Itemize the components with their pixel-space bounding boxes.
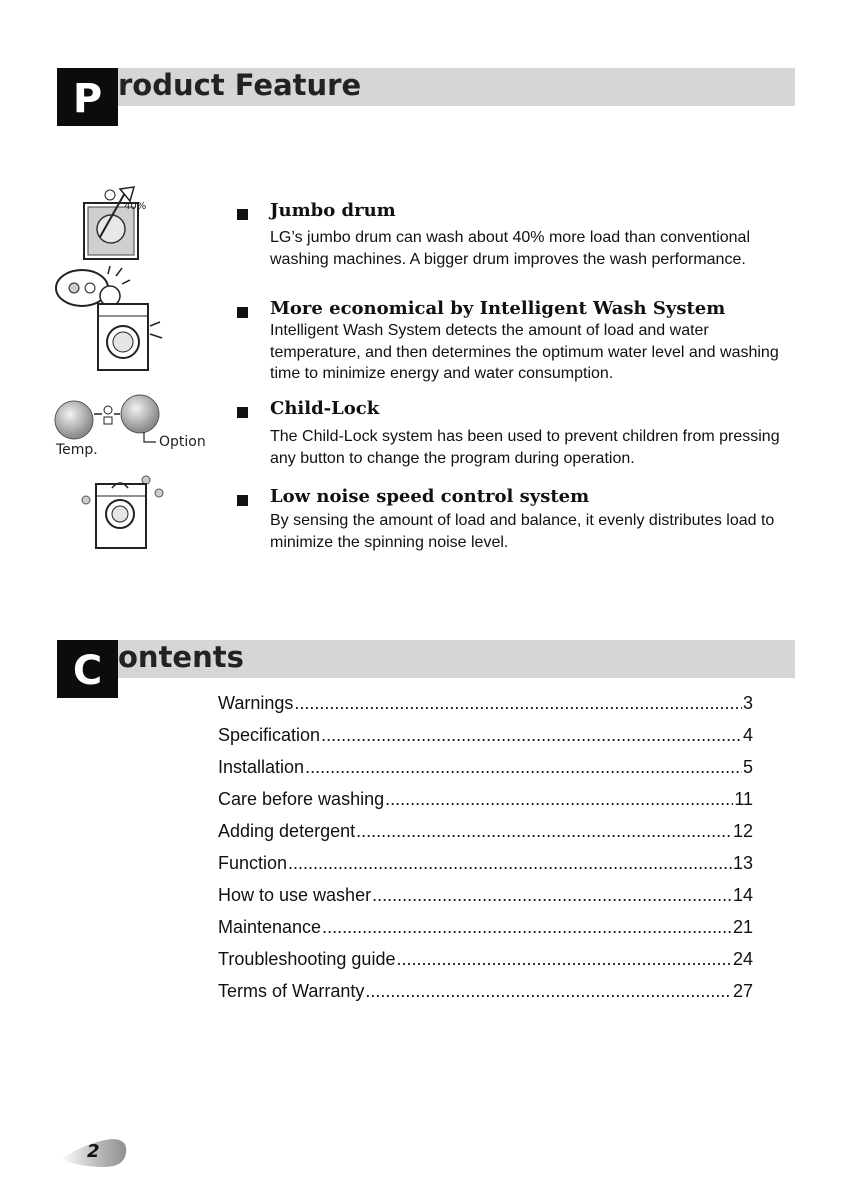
toc-label: Adding detergent xyxy=(218,821,356,841)
toc-entry-care-before-washing[interactable] xyxy=(218,789,753,821)
toc-entry-warnings[interactable] xyxy=(218,693,753,725)
feature-desc: By sensing the amount of load and balance, it evenly distributes load to minimize the spinning noise level. xyxy=(270,512,775,551)
contents-title: ontents xyxy=(118,640,244,674)
product-feature-initial: P xyxy=(57,68,118,126)
toc-page: 13 xyxy=(732,853,753,873)
toc-entry-how-to-use-washer[interactable] xyxy=(218,885,753,917)
feature-title: Child-Lock xyxy=(270,398,380,419)
toc-entry-specification[interactable] xyxy=(218,725,753,757)
toc-leader xyxy=(294,693,742,714)
jumbo-drum-icon xyxy=(78,185,158,263)
toc-label: Troubleshooting guide xyxy=(218,949,396,969)
toc-leader xyxy=(396,949,732,970)
toc-leader xyxy=(372,885,732,906)
bullet-square xyxy=(237,307,248,318)
toc-page: 12 xyxy=(732,821,753,841)
product-feature-title: roduct Feature xyxy=(118,68,362,102)
bullet-square xyxy=(237,209,248,220)
toc-page: 24 xyxy=(732,949,753,969)
jumbo-drum-icon-label: 40% xyxy=(124,201,147,212)
toc-page: 27 xyxy=(732,981,753,1001)
temp-label: Temp. xyxy=(56,442,98,458)
toc-label: Warnings xyxy=(218,693,294,713)
toc-entry-installation[interactable] xyxy=(218,757,753,789)
feature-title: Jumbo drum xyxy=(270,200,396,221)
table-of-contents xyxy=(218,693,753,1013)
toc-label: Installation xyxy=(218,757,305,777)
toc-leader xyxy=(356,821,732,842)
toc-label: Function xyxy=(218,853,288,873)
feature-desc: LG’s jumbo drum can wash about 40% more load than conventional washing machines. A bigger drum improves the wash performance. xyxy=(270,229,750,268)
toc-leader xyxy=(322,917,732,938)
toc-label: Specification xyxy=(218,725,321,745)
toc-leader xyxy=(385,789,733,810)
toc-entry-troubleshooting-guide[interactable] xyxy=(218,949,753,981)
toc-page: 5 xyxy=(742,757,753,777)
contents-initial: C xyxy=(57,640,118,698)
feature-title: More economical by Intelligent Wash System xyxy=(270,298,726,319)
feature-desc: The Child-Lock system has been used to prevent children from pressing any button to change the program during operation. xyxy=(270,428,780,467)
bullet-square xyxy=(237,495,248,506)
toc-page: 11 xyxy=(734,789,753,809)
intelligent-wash-icon xyxy=(50,266,170,378)
toc-label: Terms of Warranty xyxy=(218,981,365,1001)
toc-leader xyxy=(305,757,742,778)
toc-page: 4 xyxy=(742,725,753,745)
feature-title: Low noise speed control system xyxy=(270,486,590,507)
toc-entry-maintenance[interactable] xyxy=(218,917,753,949)
toc-page: 3 xyxy=(742,693,753,713)
toc-leader xyxy=(288,853,732,874)
toc-label: How to use washer xyxy=(218,885,372,905)
toc-entry-function[interactable] xyxy=(218,853,753,885)
toc-leader xyxy=(365,981,732,1002)
toc-entry-terms-of-warranty[interactable] xyxy=(218,981,753,1013)
option-label: Option xyxy=(159,434,206,450)
toc-label: Care before washing xyxy=(218,789,385,809)
low-noise-icon xyxy=(78,474,178,550)
bullet-square xyxy=(237,407,248,418)
toc-entry-adding-detergent[interactable] xyxy=(218,821,753,853)
toc-page: 14 xyxy=(732,885,753,905)
toc-label: Maintenance xyxy=(218,917,322,937)
toc-leader xyxy=(321,725,742,746)
feature-desc: Intelligent Wash System detects the amount of load and water temperature, and then determines the optimum water level and washing time to minimize energy and water consumption. xyxy=(270,322,779,382)
page-number: 2 xyxy=(87,1141,100,1162)
toc-page: 21 xyxy=(732,917,753,937)
